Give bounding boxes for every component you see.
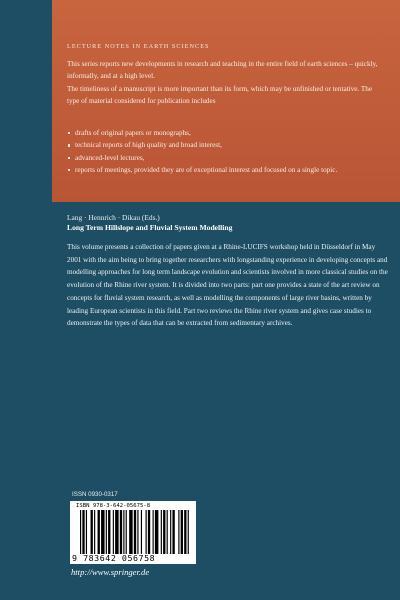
list-item: reports of meetings, provided they are of exceptional interest and focused on a single topic. — [67, 164, 387, 176]
barcode-bar — [178, 510, 179, 554]
book-title: Long Term Hillslope and Fluvial System Modelling — [67, 223, 233, 232]
publisher-url-link[interactable]: http://www.springer.de — [71, 567, 150, 577]
barcode-bar — [94, 510, 95, 554]
barcode-bar — [137, 510, 138, 554]
barcode-bar — [106, 510, 107, 554]
list-item: drafts of original papers or monographs, — [67, 127, 387, 139]
isbn-number: ISBN 978-3-642-05675-8 — [76, 503, 151, 509]
series-label: LECTURE NOTES IN EARTH SCIENCES — [67, 43, 210, 50]
issn-number: ISSN 0930-0317 — [72, 491, 118, 498]
barcode-bar — [134, 510, 136, 554]
book-blurb: This volume presents a collection of papers given at a Rhine-LUCIFS workshop held in Düsseldorf in May 2001 with the aim being to bring together researchers with longstanding experience in developing concepts and modelling approaches for long term landscape evolution and scientists involved in more classical studies on the evolution of the Rhine river system. It is divided into two parts: part one provides a state of the art review on concepts for fluvial system research, as well as modelling the components of large river basins, written by leading European scientists in this field. Part two reviews the Rhine river system and gives case studies to demonstrate the types of data that can be extracted from sedimentary archives. — [67, 243, 388, 328]
barcode-bar — [181, 510, 183, 554]
list-item: technical reports of high quality and broad interest, — [67, 139, 387, 151]
series-paragraph: The timeliness of a manuscript is more important than its form, which may be unfinished or tentative. The type of material considered for publication includes — [67, 84, 373, 105]
isbn-barcode — [70, 501, 196, 564]
barcode-bar — [86, 510, 87, 554]
barcode-bar — [80, 510, 81, 554]
barcode-bar — [129, 510, 133, 554]
barcode-bar — [167, 510, 168, 554]
barcode-bar — [155, 510, 159, 554]
barcode-image — [80, 510, 190, 554]
barcode-bar — [161, 510, 162, 554]
barcode-bar — [113, 510, 114, 554]
barcode-bar — [82, 510, 84, 554]
barcode-bar — [120, 510, 122, 554]
book-editors: Lang · Hennrich · Dikau (Eds.) — [67, 213, 160, 222]
publication-types-list — [67, 127, 387, 176]
list-item: advanced-level lectures, — [67, 152, 387, 164]
series-description — [67, 58, 385, 107]
barcode-bar — [108, 510, 110, 554]
barcode-bar — [141, 510, 142, 554]
barcode-digits: 9 783642 056758 — [72, 553, 156, 563]
barcode-bar — [101, 510, 105, 554]
barcode-bar — [172, 510, 174, 554]
barcode-bar — [163, 510, 165, 554]
barcode-bar — [115, 510, 119, 554]
barcode-bar — [126, 510, 127, 554]
barcode-bar — [98, 510, 100, 554]
barcode-bar — [170, 510, 171, 554]
barcode-bar — [123, 510, 124, 554]
series-paragraph: This series reports new developments in research and teaching in the entire field of earth sciences – quickly, informally, and at a high level. — [67, 60, 378, 81]
barcode-bar — [188, 510, 189, 554]
barcode-bar — [184, 510, 186, 554]
barcode-bar — [146, 510, 147, 554]
barcode-bar — [91, 510, 93, 554]
barcode-bar — [148, 510, 150, 554]
barcode-bar — [153, 510, 154, 554]
